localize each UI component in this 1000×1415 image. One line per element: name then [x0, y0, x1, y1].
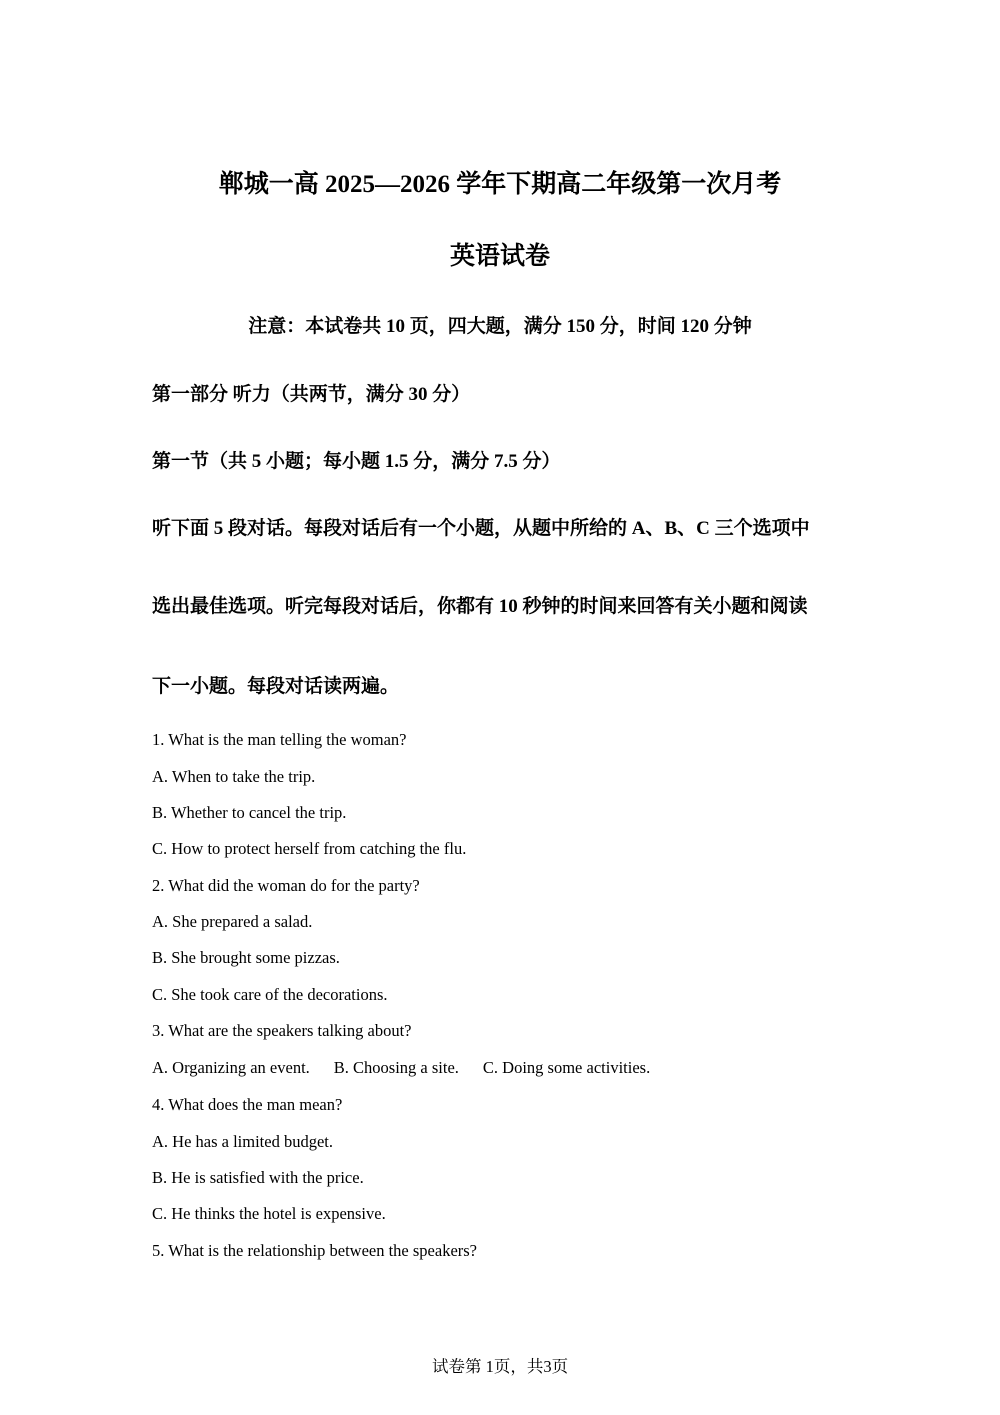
page-footer: 试卷第 1页，共3页 — [431, 1357, 569, 1376]
question-3-option-b: B. Choosing a site. — [333, 1058, 459, 1077]
section1-heading: 第一节（共 5 小题；每小题 1.5 分，满分 7.5 分） — [152, 451, 561, 472]
question-1-option-c: C. How to protect herself from catching the flu. — [152, 839, 467, 858]
question-3-option-c: C. Doing some activities. — [482, 1058, 651, 1077]
exam-subject-title: 英语试卷 — [449, 243, 550, 270]
question-2-option-b: B. She brought some pizzas. — [152, 948, 340, 967]
instructions-line-3: 下一小题。每段对话读两遍。 — [152, 676, 400, 697]
instructions-line-2: 选出最佳选项。听完每段对话后，你都有 10 秒钟的时间来回答有关小题和阅读 — [152, 596, 808, 617]
part1-heading: 第一部分 听力（共两节，满分 30 分） — [152, 384, 471, 405]
question-3-stem: 3. What are the speakers talking about? — [152, 1021, 412, 1040]
question-1-option-b: B. Whether to cancel the trip. — [152, 803, 347, 822]
question-2-option-a: A. She prepared a salad. — [152, 912, 313, 931]
question-1-option-a: A. When to take the trip. — [152, 767, 316, 786]
question-2-option-c: C. She took care of the decorations. — [152, 985, 388, 1004]
question-5-stem: 5. What is the relationship between the speakers? — [152, 1241, 478, 1260]
question-4-option-a: A. He has a limited budget. — [152, 1132, 334, 1151]
question-4-option-c: C. He thinks the hotel is expensive. — [152, 1204, 386, 1223]
question-2-stem: 2. What did the woman do for the party? — [152, 876, 420, 895]
question-3-option-a: A. Organizing an event. — [152, 1058, 310, 1077]
exam-notice: 注意：本试卷共 10 页，四大题，满分 150 分，时间 120 分钟 — [248, 316, 752, 337]
instructions-line-1: 听下面 5 段对话。每段对话后有一个小题，从题中所给的 A、B、C 三个选项中 — [152, 518, 810, 539]
question-4-option-b: B. He is satisfied with the price. — [152, 1168, 364, 1187]
question-4-stem: 4. What does the man mean? — [152, 1095, 343, 1114]
question-1-stem: 1. What is the man telling the woman? — [152, 730, 407, 749]
question-3-options-row — [152, 1058, 674, 1078]
exam-title: 郸城一高 2025—2026 学年下期高二年级第一次月考 — [218, 171, 782, 198]
